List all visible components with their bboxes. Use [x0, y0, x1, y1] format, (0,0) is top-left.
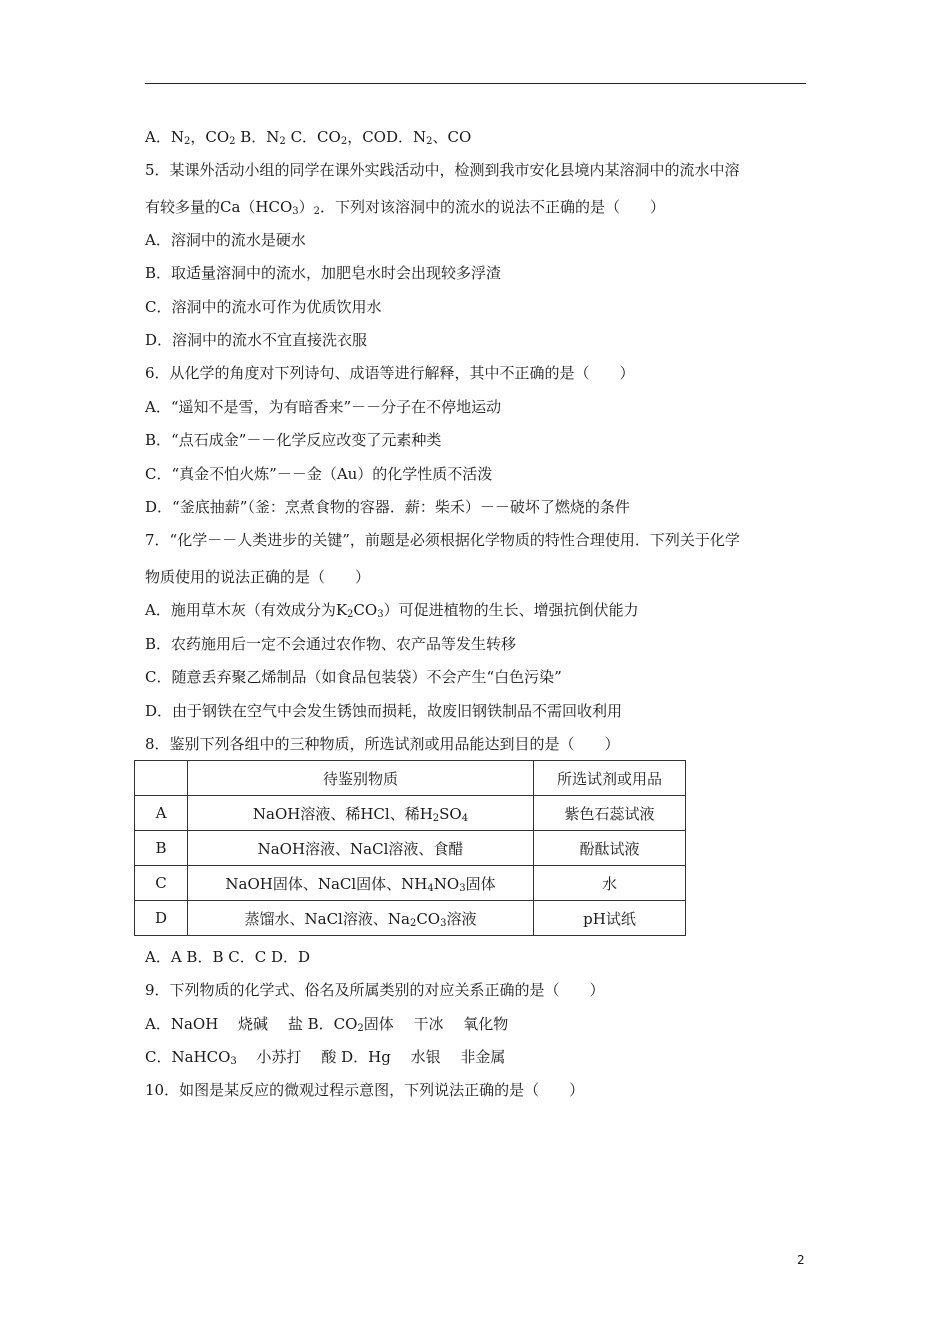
table-row	[135, 831, 686, 866]
q7-option-b: B．农药施用后一定不会通过农作物、农产品等发生转移	[145, 635, 517, 653]
q8-table	[134, 760, 686, 936]
q7-option-a: A．施用草木灰（有效成分为$K_2CO_3$）可促进植物的生长、增强抗倒伏能力	[145, 601, 639, 620]
q9-options-line2: C．NaHCO$_3$ 小苏打 酸 D．Hg 水银 非金属	[145, 1048, 506, 1067]
q5-option-b: B．取适量溶洞中的流水，加肥皂水时会出现较多浮渣	[145, 264, 502, 282]
q7-option-d: D．由于钢铁在空气中会发生锈蚀而损耗，故废旧钢铁制品不需回收利用	[145, 702, 623, 720]
q9-stem: 9．下列物质的化学式、俗名及所属类别的对应关系正确的是（ ）	[145, 981, 605, 999]
q10-stem: 10．如图是某反应的微观过程示意图，下列说法正确的是（ ）	[145, 1081, 585, 1099]
page-number: 2	[797, 1253, 805, 1267]
table-header-cell: 待鉴别物质	[188, 761, 534, 796]
row-label: C	[135, 866, 188, 901]
q6-option-b: B．“点石成金”－－化学反应改变了元素种类	[145, 431, 442, 449]
q7-option-c: C．随意丢弃聚乙烯制品（如食品包装袋）不会产生“白色污染”	[145, 668, 562, 686]
q7-stem-line2: 物质使用的说法正确的是（ ）	[145, 568, 371, 586]
q5-option-d: D．溶洞中的流水不宜直接洗衣服	[145, 331, 368, 349]
q4-options: A．$N_2$，$CO_2$ B．$N_2$ C．$CO_2$，COD．$N_2$、CO	[145, 128, 472, 147]
reagent-cell: 酚酞试液	[534, 831, 686, 866]
q6-option-d: D．“釜底抽薪”（釜：烹煮食物的容器．薪：柴禾）－－破坏了燃烧的条件	[145, 498, 630, 516]
reagent-cell: 紫色石蕊试液	[534, 796, 686, 831]
q9-options-line1: A．NaOH 烧碱 盐 B．$CO_2$固体 干冰 氧化物	[145, 1015, 509, 1034]
q5-stem-line1: 5．某课外活动小组的同学在课外实践活动中，检测到我市安化县境内某溶洞中的流水中溶	[145, 161, 740, 179]
row-label: A	[135, 796, 188, 831]
q8-answer-options: A．A B．B C．C D．D	[145, 948, 311, 966]
table-header-cell: 所选试剂或用品	[534, 761, 686, 796]
substances-cell: 蒸馏水、NaCl溶液、$Na_2CO_3$溶液	[188, 901, 534, 936]
substances-cell: NaOH溶液、NaCl溶液、食醋	[188, 831, 534, 866]
substances-cell: NaOH固体、NaCl固体、$NH_4NO_3$固体	[188, 866, 534, 901]
q6-option-c: C．“真金不怕火炼”－－金（Au）的化学性质不活泼	[145, 465, 493, 483]
row-label: B	[135, 831, 188, 866]
q5-option-a: A．溶洞中的流水是硬水	[145, 231, 306, 249]
table-row	[135, 796, 686, 831]
table-row	[135, 866, 686, 901]
q8-stem: 8．鉴别下列各组中的三种物质，所选试剂或用品能达到目的是（ ）	[145, 735, 620, 753]
row-label: D	[135, 901, 188, 936]
table-row	[135, 901, 686, 936]
reagent-cell: pH试纸	[534, 901, 686, 936]
substances-cell: NaOH溶液、稀HCl、稀$H_2SO_4$	[188, 796, 534, 831]
q7-stem-line1: 7．“化学－－人类进步的关键”，前题是必须根据化学物质的特性合理使用．下列关于化学	[145, 531, 740, 549]
table-header-row	[135, 761, 686, 796]
reagent-cell: 水	[534, 866, 686, 901]
table-header-cell	[135, 761, 188, 796]
q5-option-c: C．溶洞中的流水可作为优质饮用水	[145, 298, 382, 316]
header-rule	[145, 83, 806, 84]
q5-stem-line2: 有较多量的$Ca(HCO_3)_2$．下列对该溶洞中的流水的说法不正确的是（ ）	[145, 198, 666, 217]
q6-stem: 6．从化学的角度对下列诗句、成语等进行解释，其中不正确的是（ ）	[145, 364, 635, 382]
q6-option-a: A．“遥知不是雪，为有暗香来”－－分子在不停地运动	[145, 398, 502, 416]
